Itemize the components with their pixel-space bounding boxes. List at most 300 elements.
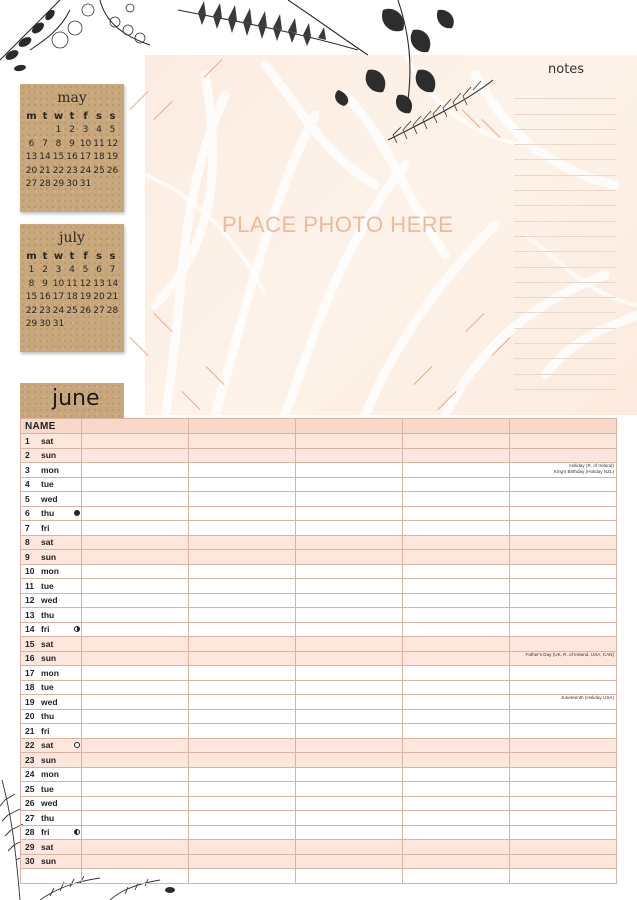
entry-cell[interactable] (296, 767, 403, 782)
photo-placeholder-text: PLACE PHOTO HERE (222, 212, 454, 237)
entry-cell[interactable] (403, 753, 510, 768)
day-number: 3 (25, 464, 30, 475)
notes-line[interactable] (514, 313, 616, 328)
date-cell: 9 (42, 278, 48, 289)
entry-cell[interactable] (510, 506, 617, 521)
entry-cell[interactable] (296, 448, 403, 463)
entry-cell[interactable] (510, 535, 617, 550)
date-cell: 21 (39, 165, 51, 176)
entry-cell[interactable] (189, 724, 296, 739)
entry-cell[interactable] (510, 651, 617, 666)
entry-cell[interactable] (82, 651, 189, 666)
day-row (21, 709, 617, 724)
entry-cell[interactable] (510, 448, 617, 463)
day-label-cell (21, 492, 82, 507)
entry-cell[interactable] (296, 666, 403, 681)
weekday-label: w (53, 251, 64, 263)
person-name-cell[interactable] (82, 419, 189, 434)
entry-cell[interactable] (510, 724, 617, 739)
weekday-name: thu (41, 609, 55, 620)
weekday-label: t (42, 111, 48, 123)
entry-cell[interactable] (82, 782, 189, 797)
fern-illustration-top (168, 0, 498, 150)
date-cell: 14 (106, 278, 119, 289)
day-number: 30 (25, 856, 35, 867)
date-cell: 29 (52, 179, 65, 190)
entry-cell[interactable] (403, 608, 510, 623)
day-row (21, 579, 617, 594)
entry-cell[interactable] (403, 622, 510, 637)
entry-cell[interactable] (296, 796, 403, 811)
date-cell: 6 (96, 265, 102, 276)
entry-cell[interactable] (296, 608, 403, 623)
entry-cell[interactable] (403, 593, 510, 608)
entry-cell[interactable] (189, 506, 296, 521)
day-label-cell (21, 666, 82, 681)
day-label-cell (21, 521, 82, 536)
day-label-cell (21, 477, 82, 492)
weekday-label: w (53, 111, 64, 123)
moon-phase-icon (74, 626, 80, 632)
entry-cell[interactable] (296, 637, 403, 652)
day-number: 18 (25, 682, 35, 693)
entry-cell[interactable] (189, 738, 296, 753)
entry-cell[interactable] (189, 463, 296, 478)
entry-cell[interactable] (403, 854, 510, 869)
weekday-name: wed (41, 595, 58, 606)
entry-cell[interactable] (403, 825, 510, 840)
day-number: 26 (25, 798, 35, 809)
day-label-cell (21, 680, 82, 695)
entry-cell[interactable] (510, 796, 617, 811)
entry-cell[interactable] (189, 535, 296, 550)
entry-cell[interactable] (510, 738, 617, 753)
notes-line[interactable] (514, 206, 616, 221)
entry-cell[interactable] (403, 709, 510, 724)
entry-cell[interactable] (82, 709, 189, 724)
entry-cell[interactable] (403, 477, 510, 492)
entry-cell[interactable] (296, 564, 403, 579)
family-planner-grid (20, 418, 617, 884)
entry-cell[interactable] (510, 550, 617, 565)
person-name-cell[interactable] (296, 419, 403, 434)
mini-calendar-title: july (59, 230, 85, 246)
entry-cell[interactable] (510, 767, 617, 782)
date-cell: 15 (52, 152, 65, 163)
day-number: 7 (25, 522, 30, 533)
entry-cell[interactable] (189, 434, 296, 449)
entry-cell[interactable] (82, 593, 189, 608)
day-row (21, 840, 617, 855)
entry-cell[interactable] (403, 564, 510, 579)
day-label-cell (21, 709, 82, 724)
entry-cell[interactable] (296, 738, 403, 753)
notes-line[interactable] (514, 99, 616, 114)
entry-cell[interactable] (296, 695, 403, 710)
week-row (25, 277, 120, 291)
entry-cell[interactable] (403, 521, 510, 536)
day-row (21, 825, 617, 840)
entry-cell[interactable] (403, 724, 510, 739)
entry-cell[interactable] (296, 463, 403, 478)
entry-cell[interactable] (510, 637, 617, 652)
date-cell: 24 (52, 305, 65, 316)
entry-cell[interactable] (403, 463, 510, 478)
entry-cell[interactable] (510, 811, 617, 826)
entry-cell[interactable] (82, 680, 189, 695)
entry-cell[interactable] (82, 796, 189, 811)
entry-cell[interactable] (189, 579, 296, 594)
entry-cell[interactable] (403, 434, 510, 449)
entry-cell[interactable] (189, 709, 296, 724)
date-cell: 15 (25, 292, 38, 303)
entry-cell[interactable] (189, 622, 296, 637)
entry-cell[interactable] (82, 767, 189, 782)
weekday-name: fri (41, 522, 50, 533)
blank-cell (296, 869, 403, 884)
entry-cell[interactable] (510, 477, 617, 492)
entry-cell[interactable] (296, 753, 403, 768)
person-name-cell[interactable] (510, 419, 617, 434)
entry-cell[interactable] (82, 695, 189, 710)
entry-cell[interactable] (296, 535, 403, 550)
mini-calendar-grid (25, 250, 120, 331)
entry-cell[interactable] (403, 782, 510, 797)
entry-cell[interactable] (510, 593, 617, 608)
date-cell: 11 (93, 138, 105, 149)
entry-cell[interactable] (403, 695, 510, 710)
date-cell: 16 (39, 292, 51, 303)
entry-cell[interactable] (403, 506, 510, 521)
day-number: 19 (25, 696, 35, 707)
entry-cell[interactable] (189, 550, 296, 565)
entry-cell[interactable] (189, 796, 296, 811)
entry-cell[interactable] (403, 651, 510, 666)
entry-cell[interactable] (82, 463, 189, 478)
notes-line[interactable] (514, 130, 616, 145)
entry-cell[interactable] (189, 637, 296, 652)
person-name-cell[interactable] (189, 419, 296, 434)
entry-cell[interactable] (403, 738, 510, 753)
weekday-label: f (83, 251, 88, 263)
entry-cell[interactable] (82, 724, 189, 739)
notes-line[interactable] (514, 176, 616, 191)
date-cell: 2 (69, 125, 75, 136)
day-number: 16 (25, 653, 35, 664)
day-number: 28 (25, 827, 35, 838)
entry-cell[interactable] (82, 492, 189, 507)
entry-cell[interactable] (189, 811, 296, 826)
entry-cell[interactable] (82, 811, 189, 826)
entry-cell[interactable] (510, 825, 617, 840)
date-cell: 13 (93, 278, 105, 289)
week-row (25, 264, 120, 278)
entry-cell[interactable] (296, 550, 403, 565)
blank-cell (82, 869, 189, 884)
moon-phase-icon (74, 510, 80, 516)
entry-cell[interactable] (296, 434, 403, 449)
mini-calendar-title: may (57, 90, 87, 106)
weekday-label: s (96, 111, 102, 123)
notes-line[interactable] (514, 191, 616, 206)
entry-cell[interactable] (82, 637, 189, 652)
notes-line[interactable] (514, 145, 616, 160)
entry-cell[interactable] (296, 477, 403, 492)
entry-cell[interactable] (296, 680, 403, 695)
notes-line[interactable] (514, 115, 616, 130)
day-number: 23 (25, 754, 35, 765)
date-cell: 5 (82, 265, 89, 276)
entry-cell[interactable] (296, 651, 403, 666)
entry-cell[interactable] (510, 695, 617, 710)
entry-cell[interactable] (189, 564, 296, 579)
entry-cell[interactable] (510, 608, 617, 623)
entry-cell[interactable] (296, 579, 403, 594)
day-number: 1 (25, 435, 30, 446)
entry-cell[interactable] (296, 840, 403, 855)
date-cell: 22 (52, 165, 65, 176)
day-row (21, 521, 617, 536)
entry-cell[interactable] (510, 579, 617, 594)
weekday-name: sun (41, 551, 57, 562)
entry-cell[interactable] (510, 492, 617, 507)
day-number: 2 (25, 450, 30, 461)
entry-cell[interactable] (82, 579, 189, 594)
day-number: 29 (25, 841, 35, 852)
weekday-name: tue (41, 580, 54, 591)
weekday-name: sat (41, 435, 54, 446)
day-number: 13 (25, 609, 35, 620)
weekday-name: sat (41, 740, 54, 751)
entry-cell[interactable] (403, 535, 510, 550)
weekday-name: fri (41, 827, 50, 838)
entry-cell[interactable] (510, 782, 617, 797)
day-row (21, 854, 617, 869)
date-cell: 18 (93, 152, 105, 163)
entry-cell[interactable] (510, 622, 617, 637)
entry-cell[interactable] (296, 782, 403, 797)
day-row (21, 463, 617, 478)
date-cell (65, 318, 79, 332)
weekday-name: fri (41, 624, 50, 635)
blank-cell (189, 869, 296, 884)
entry-cell[interactable] (403, 767, 510, 782)
entry-cell[interactable] (510, 680, 617, 695)
entry-cell[interactable] (189, 608, 296, 623)
entry-cell[interactable] (403, 796, 510, 811)
entry-cell[interactable] (189, 477, 296, 492)
entry-cell[interactable] (189, 492, 296, 507)
weekday-row (25, 250, 120, 264)
entry-cell[interactable] (296, 724, 403, 739)
day-row (21, 535, 617, 550)
entry-cell[interactable] (296, 521, 403, 536)
day-label-cell (21, 506, 82, 521)
entry-cell[interactable] (82, 825, 189, 840)
entry-cell[interactable] (82, 666, 189, 681)
entry-cell[interactable] (82, 434, 189, 449)
day-number: 4 (25, 479, 30, 490)
weekday-label: t (69, 111, 75, 123)
entry-cell[interactable] (510, 854, 617, 869)
date-cell: 28 (39, 179, 51, 190)
entry-cell[interactable] (403, 666, 510, 681)
entry-cell[interactable] (82, 550, 189, 565)
person-name-cell[interactable] (403, 419, 510, 434)
day-row (21, 695, 617, 710)
date-cell: 26 (79, 305, 92, 316)
day-row (21, 666, 617, 681)
date-cell: 6 (28, 138, 35, 149)
entry-cell[interactable] (189, 680, 296, 695)
day-row (21, 506, 617, 521)
week-row (25, 164, 120, 178)
entry-cell[interactable] (510, 521, 617, 536)
entry-cell[interactable] (510, 753, 617, 768)
weekday-label: m (26, 251, 37, 263)
entry-cell[interactable] (403, 637, 510, 652)
entry-cell[interactable] (403, 448, 510, 463)
day-label-cell (21, 463, 82, 478)
notes-line[interactable] (514, 283, 616, 298)
notes-line[interactable] (514, 84, 616, 99)
date-cell (38, 124, 52, 138)
date-cell: 27 (93, 305, 105, 316)
entry-cell[interactable] (82, 448, 189, 463)
day-number: 12 (25, 595, 35, 606)
weekday-name: sun (41, 754, 57, 765)
date-cell: 24 (79, 165, 92, 176)
notes-line[interactable] (514, 160, 616, 175)
date-cell: 7 (42, 138, 48, 149)
entry-cell[interactable] (82, 506, 189, 521)
entry-cell[interactable] (510, 564, 617, 579)
entry-cell[interactable] (189, 825, 296, 840)
weekday-name: thu (41, 711, 55, 722)
entry-cell[interactable] (82, 521, 189, 536)
date-cell: 31 (79, 179, 92, 190)
notes-line[interactable] (514, 237, 616, 252)
entry-cell[interactable] (189, 651, 296, 666)
entry-cell[interactable] (510, 840, 617, 855)
entry-cell[interactable] (296, 506, 403, 521)
entry-cell[interactable] (510, 666, 617, 681)
entry-cell[interactable] (82, 535, 189, 550)
entry-cell[interactable] (189, 448, 296, 463)
day-row (21, 550, 617, 565)
day-label-cell (21, 825, 82, 840)
entry-cell[interactable] (296, 825, 403, 840)
date-cell (92, 318, 106, 332)
notes-line[interactable] (514, 252, 616, 267)
week-row (25, 304, 120, 318)
entry-cell[interactable] (189, 854, 296, 869)
day-label-cell (21, 854, 82, 869)
notes-line[interactable] (514, 298, 616, 313)
entry-cell[interactable] (510, 434, 617, 449)
date-cell: 16 (66, 152, 78, 163)
entry-cell[interactable] (189, 666, 296, 681)
entry-cell[interactable] (296, 492, 403, 507)
name-header-cell (21, 419, 82, 434)
date-cell: 20 (93, 292, 105, 303)
entry-cell[interactable] (296, 854, 403, 869)
entry-cell[interactable] (189, 753, 296, 768)
weekday-name: wed (41, 798, 58, 809)
notes-lines[interactable] (514, 84, 616, 390)
date-cell: 3 (55, 265, 62, 276)
weekday-name: sun (41, 450, 57, 461)
entry-cell[interactable] (189, 767, 296, 782)
day-label-cell (21, 593, 82, 608)
notes-line[interactable] (514, 222, 616, 237)
entry-cell[interactable] (82, 753, 189, 768)
entry-cell[interactable] (82, 564, 189, 579)
entry-cell[interactable] (189, 840, 296, 855)
day-label-cell (21, 782, 82, 797)
entry-cell[interactable] (189, 593, 296, 608)
entry-cell[interactable] (403, 579, 510, 594)
date-cell (106, 178, 120, 192)
entry-cell[interactable] (82, 608, 189, 623)
entry-cell[interactable] (189, 695, 296, 710)
entry-cell[interactable] (403, 550, 510, 565)
entry-cell[interactable] (403, 811, 510, 826)
weekday-label: s (109, 111, 116, 123)
date-cell (106, 318, 120, 332)
entry-cell[interactable] (189, 521, 296, 536)
entry-cell[interactable] (82, 622, 189, 637)
entry-cell[interactable] (82, 840, 189, 855)
entry-cell[interactable] (403, 492, 510, 507)
entry-cell[interactable] (296, 811, 403, 826)
month-title: june (52, 386, 100, 411)
entry-cell[interactable] (189, 782, 296, 797)
blank-cell (21, 869, 82, 884)
weekday-label: s (96, 251, 102, 263)
entry-cell[interactable] (296, 622, 403, 637)
entry-cell[interactable] (296, 709, 403, 724)
entry-cell[interactable] (510, 463, 617, 478)
day-row (21, 622, 617, 637)
date-cell: 19 (106, 152, 119, 163)
holiday-note: Father's Day (UK, R. of Ireland, USA, CAN) (525, 651, 614, 657)
entry-cell[interactable] (82, 738, 189, 753)
day-number: 24 (25, 769, 35, 780)
day-row (21, 448, 617, 463)
notes-line[interactable] (514, 375, 616, 390)
day-label-cell (21, 637, 82, 652)
entry-cell[interactable] (82, 854, 189, 869)
entry-cell[interactable] (82, 477, 189, 492)
weekday-label: f (83, 111, 88, 123)
day-number: 17 (25, 667, 35, 678)
notes-line[interactable] (514, 344, 616, 359)
date-cell: 12 (106, 138, 119, 149)
notes-line[interactable] (514, 268, 616, 283)
entry-cell[interactable] (296, 593, 403, 608)
weekday-name: sat (41, 537, 54, 548)
entry-cell[interactable] (403, 840, 510, 855)
entry-cell[interactable] (403, 680, 510, 695)
day-row (21, 811, 617, 826)
date-cell (25, 124, 39, 138)
entry-cell[interactable] (510, 709, 617, 724)
notes-line[interactable] (514, 329, 616, 344)
notes-line[interactable] (514, 359, 616, 374)
week-row (25, 137, 120, 151)
date-cell: 28 (106, 305, 119, 316)
